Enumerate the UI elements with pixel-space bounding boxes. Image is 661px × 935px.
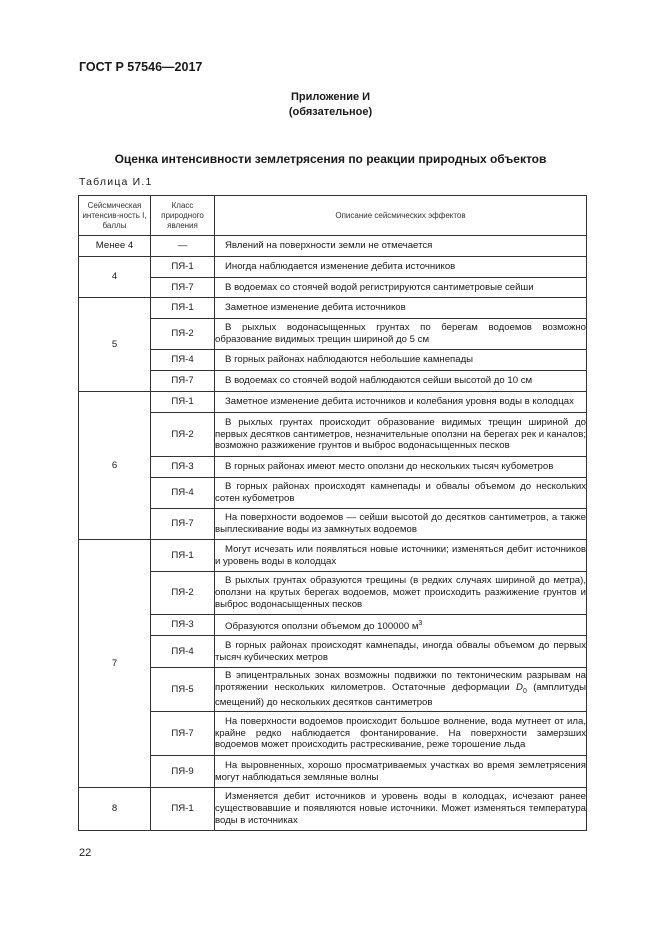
table-row [79,788,587,831]
description-cell [215,278,587,298]
table-row [79,319,587,350]
intensity-cell: 8 [79,788,151,831]
description-part: Образуются оползни объемом до 100000 м [225,620,419,632]
intensity-cell: 5 [79,298,151,392]
description-part: В рыхлых грунтах происходит образование видимых трещин шириной до первых десятков сантиметров, незначительные оползни на берегах рек и каналов; возможно разжижение грунтов и выброс водонасыщенных песков [215,416,586,452]
class-cell: ПЯ-3 [151,615,215,636]
description-part: В водоемах со стоячей водой регистрируются сантиметровые сейши [225,281,534,293]
class-cell: ПЯ-5 [151,668,215,712]
description-cell [215,756,587,788]
description-text [215,716,586,751]
table-row [79,478,587,509]
class-cell: ПЯ-7 [151,278,215,298]
description-text [215,760,586,784]
table-row [79,298,587,319]
description-cell [215,615,587,636]
class-cell: ПЯ-4 [151,350,215,371]
description-cell [215,392,587,413]
description-cell [215,457,587,478]
description-part: (амплитуды смещений) до нескольких десятков сантиметров [215,681,586,709]
table-label: Таблица И.1 [79,176,153,188]
description-text [215,282,586,294]
table-row [79,392,587,413]
table-row [79,413,587,457]
description-cell [215,668,587,712]
table-row [79,509,587,540]
description-cell [215,540,587,572]
description-text [215,791,586,826]
description-cell [215,509,587,540]
description-text [215,575,586,610]
description-part: На выровненных, хорошо просматриваемых участках во время землетрясения могут наблюдаться земляные волны [215,759,586,783]
table-row [79,350,587,371]
page-number: 22 [79,847,92,859]
document-title: Оценка интенсивности землетрясения по реакции природных объектов [114,152,547,166]
annex-heading [0,90,661,120]
description-cell [215,236,587,257]
column-header-class: Класс природного явления [151,196,215,236]
intensity-cell: 7 [79,540,151,788]
seismic-effects-table [78,195,587,831]
column-header-intensity: Сейсмическая интенсив-ность I, баллы [79,196,151,236]
description-part: Заметное изменение дебита источников и колебания уровня воды в колодцах [225,396,574,408]
class-cell: ПЯ-4 [151,478,215,509]
table-row [79,572,587,615]
description-cell [215,371,587,392]
description-text [215,375,586,387]
table-row [79,668,587,712]
description-cell [215,257,587,278]
table-row [79,457,587,478]
class-cell: ПЯ-1 [151,788,215,831]
class-cell: ПЯ-2 [151,572,215,615]
table-row [79,278,587,298]
description-text [215,240,586,252]
table-row [79,236,587,257]
table-row [79,371,587,392]
table-body [79,236,587,831]
class-cell: ПЯ-4 [151,636,215,668]
standard-code: ГОСТ Р 57546—2017 [79,60,203,74]
symbol: D [516,681,523,693]
subscript: 0 [522,687,527,695]
intensity-cell: 4 [79,257,151,298]
description-part: В рыхлых грунтах образуются трещины (в редких случаях шириной до метра), оползни на крутых берегах водоемов, может происходить разжижение грунтов и выброс водонасыщенных песков [215,575,586,610]
description-text [215,640,586,664]
description-part: Явлений на поверхности земли не отмечается [225,240,433,252]
annex-title: Приложение И [290,91,371,103]
description-text [215,544,586,568]
description-part: В горных районах наблюдаются небольшие камнепады [225,354,474,366]
class-cell: ПЯ-7 [151,712,215,756]
description-part: В эпицентральных зонах возможны подвижки по тектоническим разрывам на протяжении нескольких километров. Остаточные деформации [215,669,586,693]
class-cell: — [151,236,215,257]
description-cell [215,319,587,350]
description-text [215,322,586,346]
description-text [215,396,586,408]
description-text [215,618,586,633]
description-text [215,481,586,505]
class-cell: ПЯ-7 [151,509,215,540]
description-part: В водоемах со стоячей водой наблюдаются сейши высотой до 10 см [225,375,533,387]
description-cell [215,788,587,831]
class-cell: ПЯ-1 [151,392,215,413]
description-cell [215,636,587,668]
superscript: 3 [418,619,423,627]
description-part: Иногда наблюдается изменение дебита источников [225,261,456,273]
column-header-description: Описание сейсмических эффектов [215,196,587,236]
class-cell: ПЯ-3 [151,457,215,478]
table-row [79,636,587,668]
description-part: В горных районах имеют место оползни до нескольких тысяч кубометров [225,461,554,473]
class-cell: ПЯ-7 [151,371,215,392]
description-cell [215,413,587,457]
table-row [79,540,587,572]
class-cell: ПЯ-1 [151,257,215,278]
description-text [215,302,586,314]
description-text [215,354,586,366]
description-cell [215,350,587,371]
description-cell [215,572,587,615]
description-part: В рыхлых водонасыщенных грунтах по берегам водоемов возможно образование видимых трещин шириной до 5 см [215,322,586,345]
description-text [215,417,586,452]
description-part: На поверхности водоемов — сейши высотой до десятков сантиметров, а также выплескивание воды из замкнутых водоемов [215,512,586,535]
description-text [215,670,586,709]
description-text [215,461,586,473]
description-part: В горных районах происходят камнепады и обвалы объемом до нескольких сотен кубометров [215,481,586,504]
description-part: Изменяется дебит источников и уровень воды в колодцах, исчезают ранее существовавшие и появляются новые источники. Может изменяться температура воды в источниках [215,791,586,826]
class-cell: ПЯ-1 [151,298,215,319]
table-row [79,257,587,278]
table-header-row [79,196,587,236]
description-part: На поверхности водоемов происходит большое волнение, вода мутнеет от ила, крайне редко наблюдается фонтанирование. На поверхности замерзших водоемов может происходить растрескивание, реже торошение льда [215,715,586,751]
description-cell [215,712,587,756]
class-cell: ПЯ-9 [151,756,215,788]
description-cell [215,298,587,319]
intensity-cell: 6 [79,392,151,540]
description-part: Заметное изменение дебита источников [225,302,406,314]
class-cell: ПЯ-2 [151,319,215,350]
class-cell: ПЯ-2 [151,413,215,457]
description-text [215,261,586,273]
intensity-cell: Менее 4 [79,236,151,257]
class-cell: ПЯ-1 [151,540,215,572]
description-cell [215,478,587,509]
description-text [215,512,586,536]
description-part: В горных районах происходят камнепады, иногда обвалы объемом до первых тысяч кубических метров [215,639,586,663]
table-row [79,615,587,636]
table-row [79,712,587,756]
description-part: Могут исчезать или появляться новые источники; изменяться дебит источников и уровень воды в колодцах [215,543,586,567]
table-row [79,756,587,788]
annex-status: (обязательное) [288,106,373,118]
